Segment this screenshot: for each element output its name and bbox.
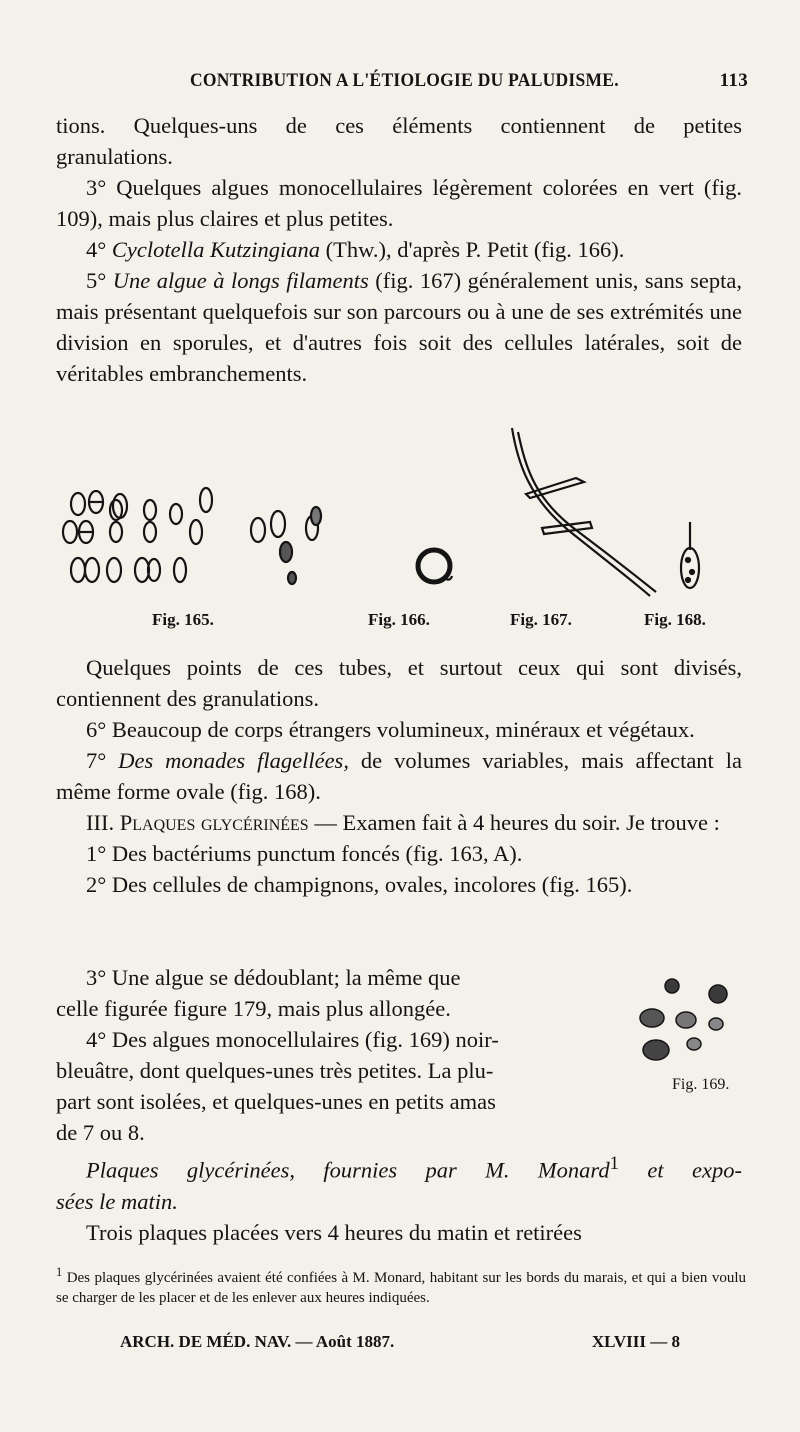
fig-167-label: Fig. 167. bbox=[510, 610, 572, 629]
italic-para-line-2 bbox=[56, 1186, 742, 1217]
sub-item-3-line-2: celle figurée figure 179, mais plus allongée. bbox=[56, 996, 451, 1021]
last-line: Trois plaques placées vers 4 heures du matin et retirées bbox=[86, 1219, 582, 1245]
item-6-text: Beaucoup de corps étrangers volumineux, minéraux et végétaux. bbox=[111, 717, 695, 742]
sub-item-2-num: 2° bbox=[86, 872, 107, 897]
running-title: CONTRIBUTION A L'ÉTIOLOGIE DU PALUDISME. bbox=[190, 70, 619, 91]
item-5 bbox=[56, 265, 742, 389]
sub-item-3-num: 3° bbox=[86, 965, 107, 990]
section-3 bbox=[56, 807, 742, 838]
item-4-species: Cyclotella Kutzingiana bbox=[111, 237, 320, 262]
sub-item-4-num: 4° bbox=[86, 1027, 107, 1052]
para-1-line-1: tions. Quelques-uns de ces éléments contiennent de petites bbox=[56, 113, 742, 138]
footnote-mark: 1 bbox=[56, 1265, 63, 1279]
sub-item-3-text-1: Une algue se dédoublant; la même que bbox=[111, 965, 461, 990]
sub-item-4-line-4: de 7 ou 8. bbox=[56, 1120, 145, 1145]
fig-168-drawing bbox=[681, 522, 699, 588]
figure-row bbox=[56, 410, 756, 646]
sub-item-4-line-1 bbox=[56, 1024, 616, 1055]
item-7 bbox=[56, 745, 742, 807]
item-4 bbox=[56, 234, 742, 265]
item-7-italic: Des monades flagellées, bbox=[118, 748, 349, 773]
text-block-middle bbox=[56, 652, 742, 900]
sub-item-4-text-1: Des algues monocellulaires (fig. 169) noir- bbox=[111, 1027, 499, 1052]
fig-168-label: Fig. 168. bbox=[644, 610, 706, 629]
section-3-rest: — Examen fait à 4 heures du soir. Je trouve : bbox=[314, 810, 720, 835]
figure-drawings bbox=[56, 410, 756, 610]
italic-para-text-1b: et expo- bbox=[618, 1157, 742, 1183]
item-4-num: 4° bbox=[86, 237, 107, 262]
item-5-rest: (fig. 167) généralement unis, sans septa, mais présentant quelquefois sur son parcours ou à une de ses extrémités une division en sporules, et d'autres fois soit des cellules latérales, soit de véritables embranchements. bbox=[56, 268, 742, 386]
text-block-narrow bbox=[56, 962, 616, 1148]
item-7-rest: de volumes variables, mais affectant la même forme ovale (fig. 168). bbox=[56, 748, 742, 804]
sub-item-4-line-3: part sont isolées, et quelques-unes en petits amas bbox=[56, 1089, 496, 1114]
item-5-num: 5° bbox=[86, 268, 107, 293]
fig-165-drawing bbox=[63, 488, 212, 582]
page-number: 113 bbox=[719, 70, 748, 91]
section-3-num: III. bbox=[86, 810, 115, 835]
italic-para-line-1 bbox=[56, 1148, 742, 1186]
fig-166-drawing bbox=[251, 507, 452, 584]
section-3-heading: Plaques glycérinées bbox=[119, 810, 309, 835]
italic-para-text-2: sées le matin. bbox=[56, 1188, 178, 1214]
sub-item-4-line-2: bleuâtre, dont quelques-unes très petites. La plu- bbox=[56, 1058, 494, 1083]
item-4-rest: (Thw.), d'après P. Petit (fig. 166). bbox=[325, 237, 625, 262]
sub-item-1-text: Des bactériums punctum foncés (fig. 163, A). bbox=[111, 841, 523, 866]
fig-169-label: Fig. 169. bbox=[672, 1076, 730, 1093]
fig-166-label: Fig. 166. bbox=[368, 610, 430, 629]
running-header bbox=[190, 70, 748, 92]
text-block-bottom bbox=[56, 1148, 742, 1248]
journal-reference: ARCH. DE MÉD. NAV. — Août 1887. bbox=[120, 1332, 395, 1351]
sub-item-1 bbox=[56, 838, 742, 869]
fig-165-label: Fig. 165. bbox=[152, 610, 214, 629]
italic-para-text-1: Plaques glycérinées, fournies par M. Monard bbox=[86, 1157, 610, 1183]
page-footer bbox=[120, 1332, 680, 1352]
item-6 bbox=[56, 714, 742, 745]
item-3-text: Quelques algues monocellulaires légèrement colorées en vert (fig. 109), mais plus claires et plus petites. bbox=[56, 175, 742, 231]
sub-item-2-text: Des cellules de champignons, ovales, incolores (fig. 165). bbox=[111, 872, 633, 897]
sub-item-3-line-1 bbox=[56, 962, 616, 993]
signature-mark: XLVIII — 8 bbox=[591, 1332, 680, 1351]
item-3 bbox=[56, 172, 742, 234]
item-5-italic: Une algue à longs filaments bbox=[112, 268, 369, 293]
item-7-num: 7° bbox=[86, 748, 107, 773]
fig-167-drawing bbox=[512, 428, 656, 596]
sub-item-2 bbox=[56, 869, 742, 900]
footnote-ref: 1 bbox=[609, 1153, 619, 1174]
sub-item-1-num: 1° bbox=[86, 841, 107, 866]
para-tubes: Quelques points de ces tubes, et surtout ceux qui sont divisés, contiennent des granulations. bbox=[56, 655, 742, 711]
footnote bbox=[56, 1262, 746, 1308]
item-3-num: 3° bbox=[86, 175, 107, 200]
fig-169-drawing bbox=[632, 972, 742, 1062]
footnote-text: Des plaques glycérinées avaient été confiées à M. Monard, habitant sur les bords du marais, et qui a bien voulu se charger de les placer et de les enlever aux heures indiquées. bbox=[56, 1270, 747, 1306]
text-block-top bbox=[56, 110, 742, 389]
item-6-num: 6° bbox=[86, 717, 107, 742]
para-1-line-2: granulations. bbox=[56, 144, 173, 169]
